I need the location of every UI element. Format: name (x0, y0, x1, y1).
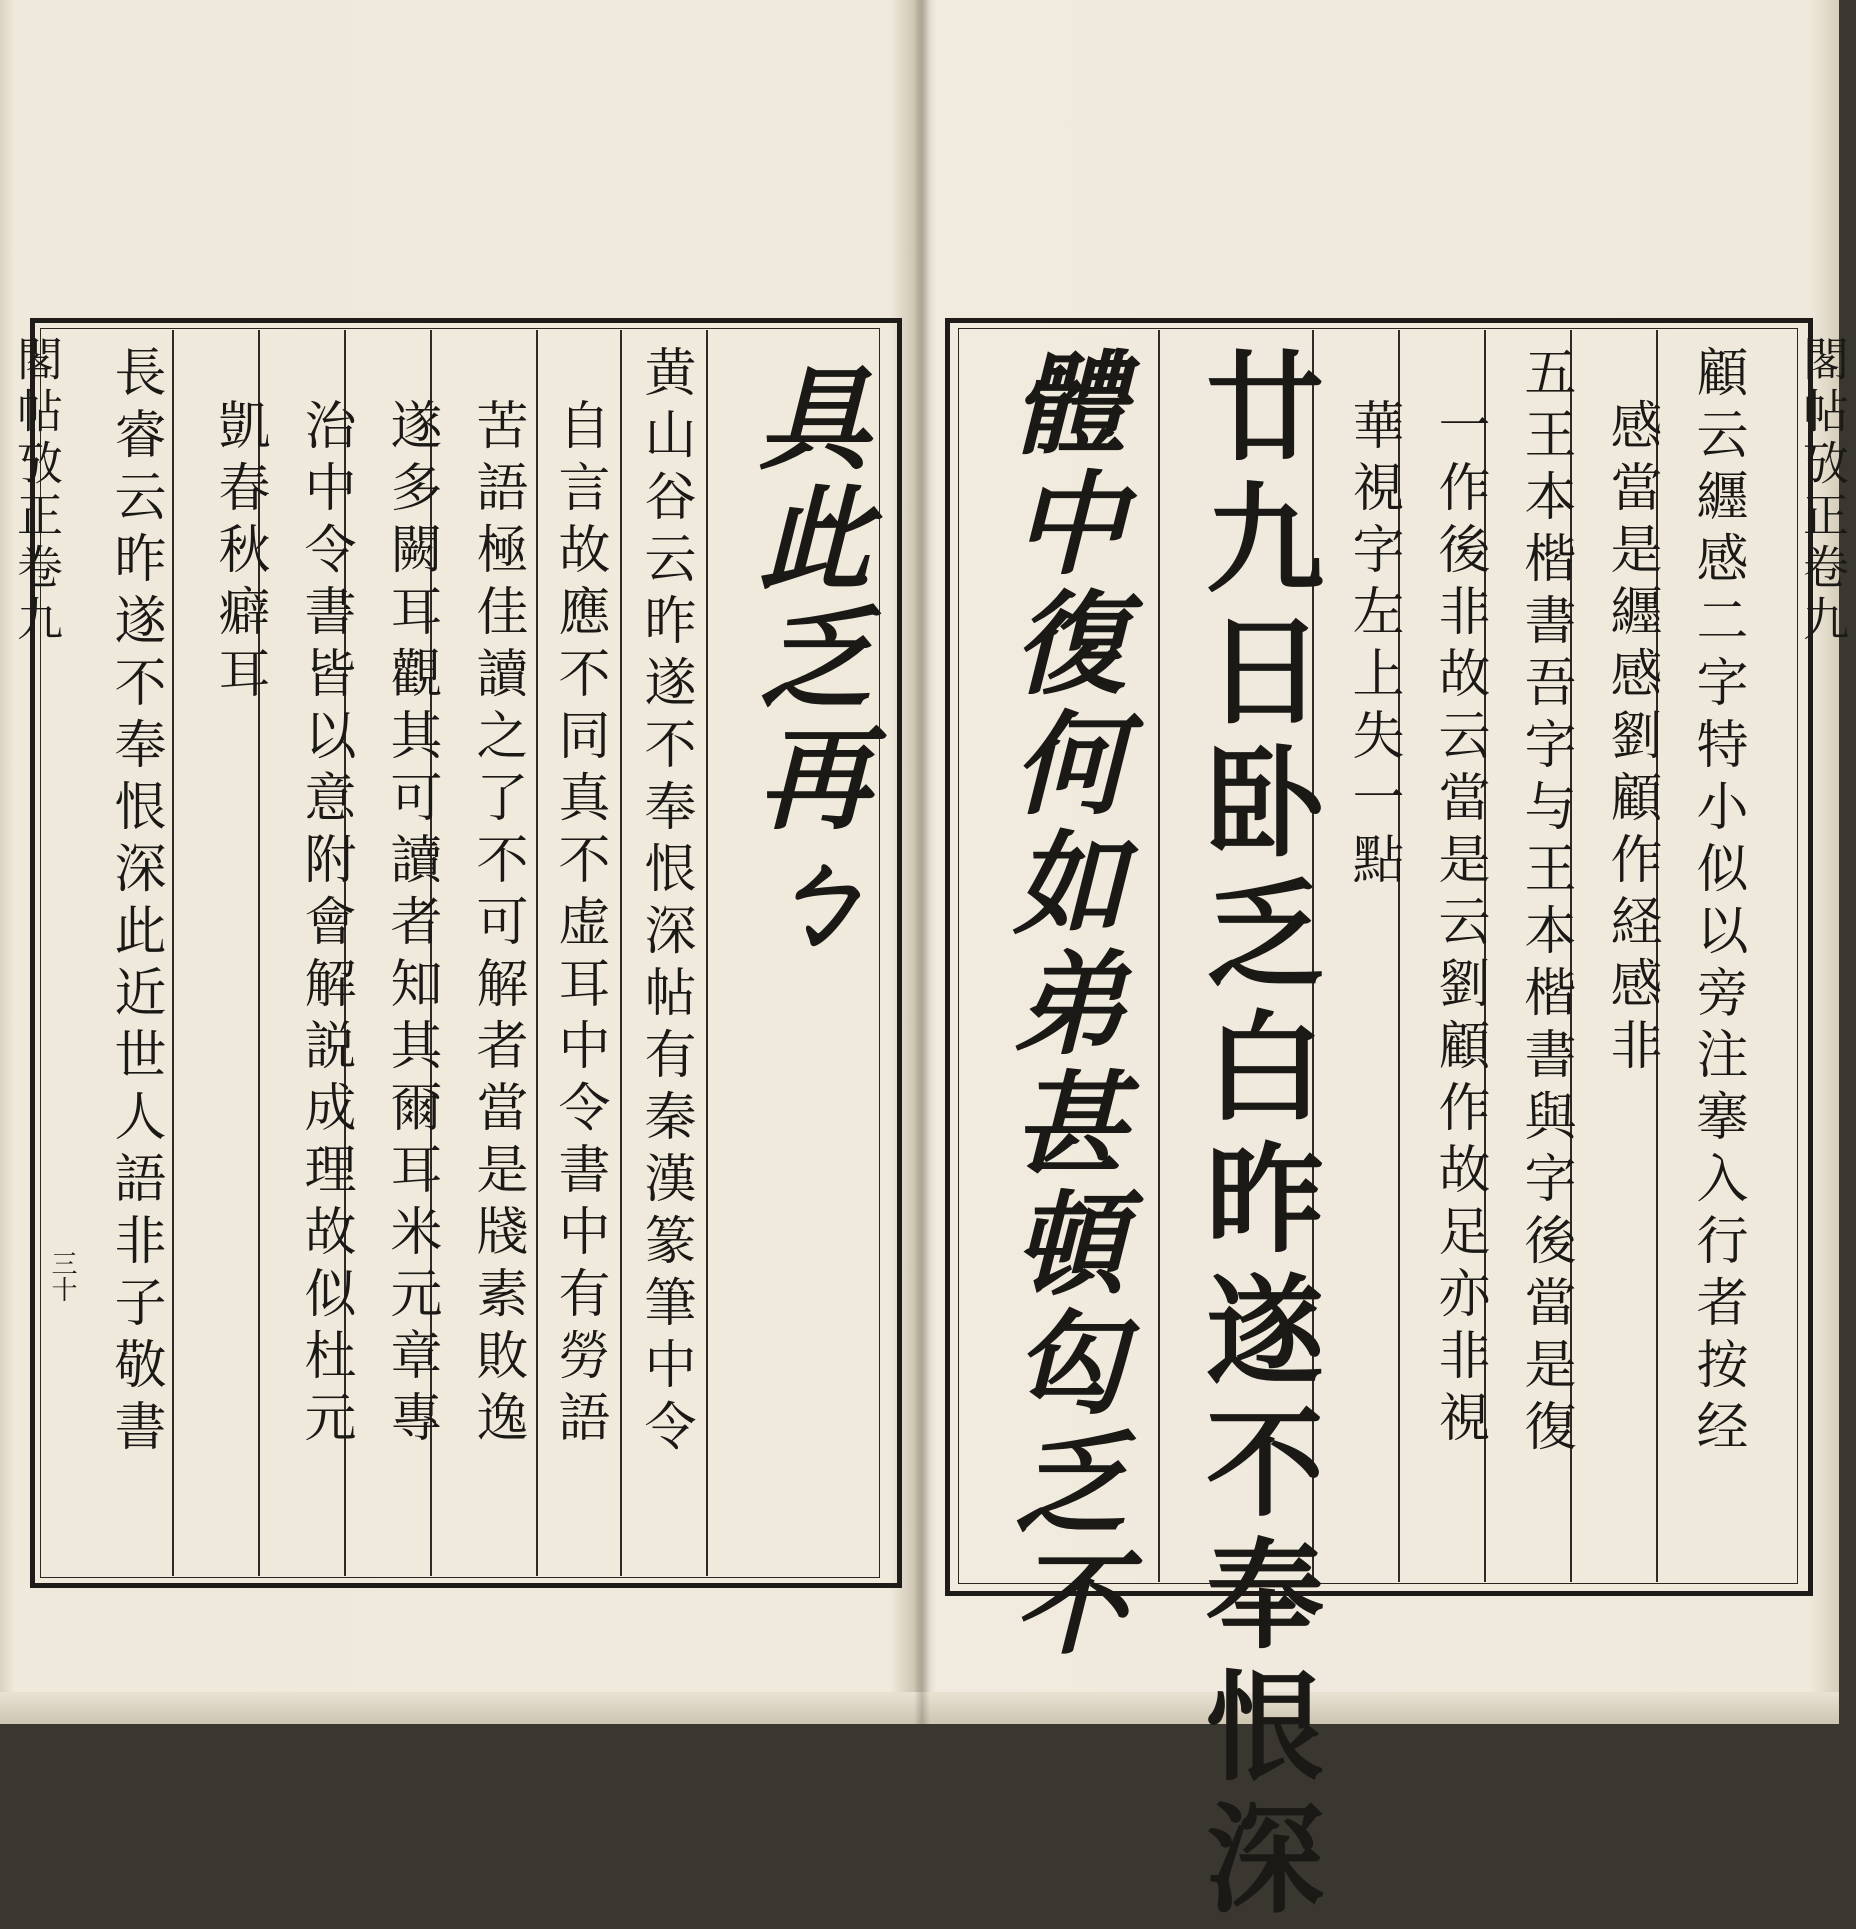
left-col-rule (706, 330, 708, 1576)
left-text-column: 苦語極佳讀之了不可解者當是牋素敗逸 (467, 398, 527, 1452)
left-text-column: 治中令書皆以意附會解説成理故似杜元 (295, 398, 355, 1452)
left-text-column: 長睿云昨遂不奉恨深此近世人語非子敬書 (105, 345, 165, 1461)
right-text-column: 一作後非故云當是云劉顧作故足亦非視 (1429, 398, 1489, 1452)
left-text-column: 黄山谷云昨遂不奉恨深帖有秦漢篆筆中令 (635, 345, 695, 1461)
left-text-column: 自言故應不同真不虚耳中令書中有勞語 (549, 398, 609, 1452)
book-gutter (914, 0, 930, 1724)
right-text-column: 五王本楷書吾字与王本楷書與字後當是復 (1515, 345, 1575, 1461)
right-text-column: 顧云纒感二字特小似以旁注搴入行者按经 (1687, 345, 1747, 1461)
right-margin-title: 閣帖攷正卷九 (1796, 335, 1850, 647)
left-text-column: 遂多闕耳觀其可讀者知其爾耳米元章專 (381, 398, 441, 1452)
right-text-column: 感當是纒感劉顧作経感非 (1601, 398, 1661, 1080)
calligraphy-column: 廿九日卧乏白昨遂不奉恨深 (1186, 345, 1325, 1929)
left-margin-title: 閣帖攷正卷九 (10, 335, 64, 647)
left-col-rule (536, 330, 538, 1576)
right-col-rule (1158, 330, 1160, 1582)
calligraphy-column: 體中復何如弟甚頓匃乏不 (995, 345, 1126, 1665)
cursive-heading: 具此乏再ㄅ (740, 360, 871, 960)
left-text-column: 凱春秋癖耳 (209, 398, 269, 708)
left-folio-number: 三十 (47, 1250, 77, 1302)
left-col-rule (620, 330, 622, 1576)
right-text-column: 華視字左上失一點 (1343, 398, 1403, 894)
